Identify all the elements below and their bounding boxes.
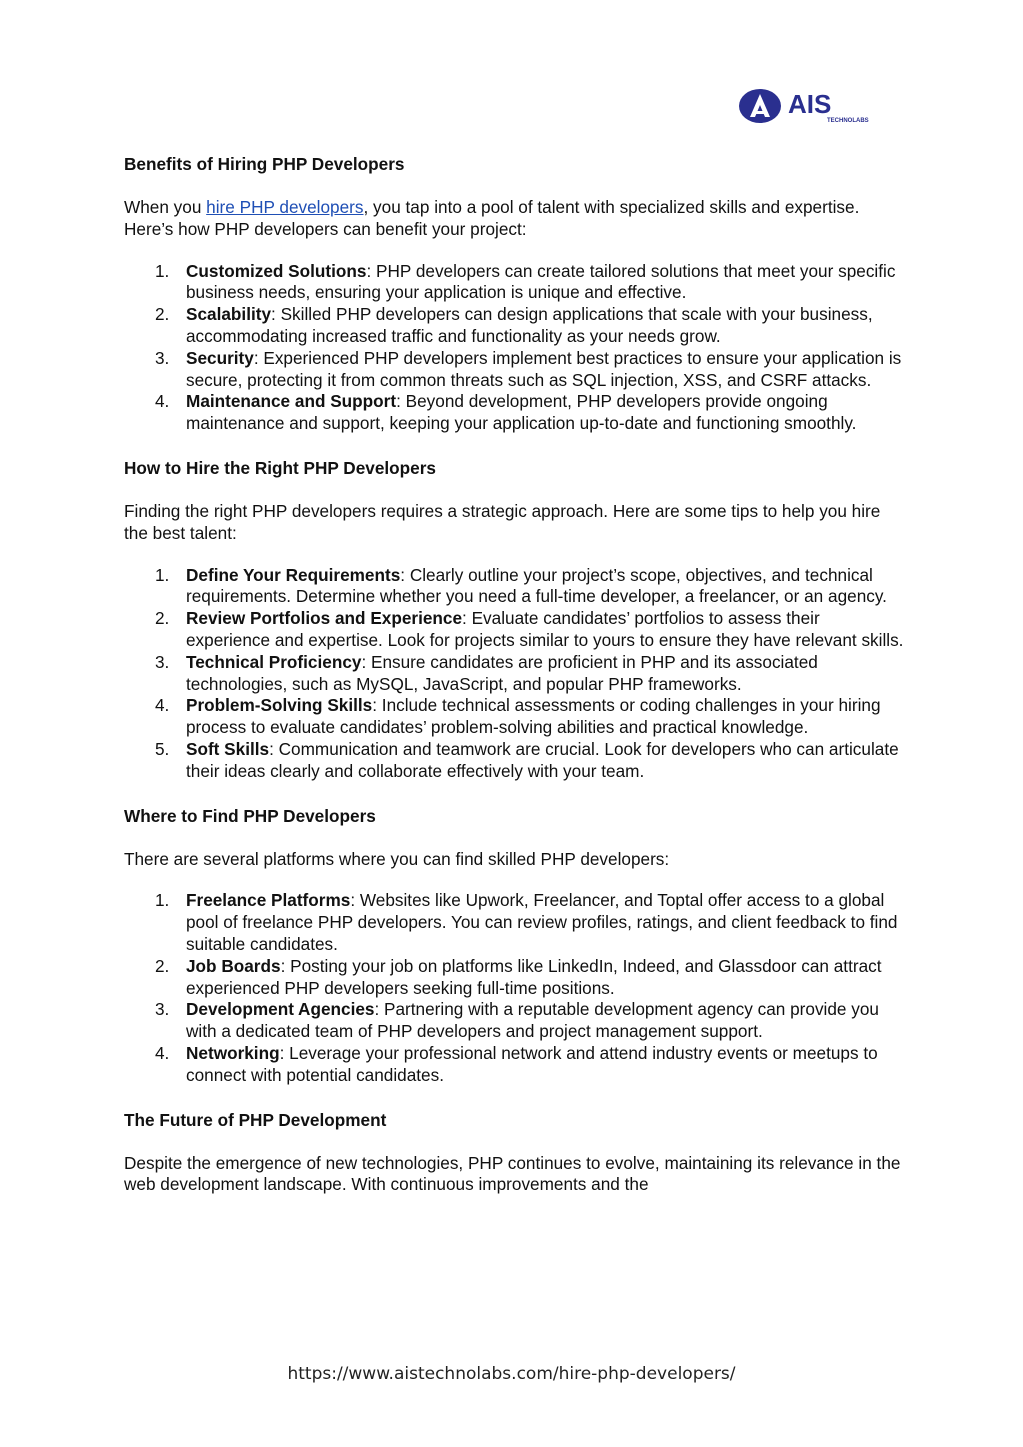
tips-list <box>124 565 904 783</box>
list-item: 2. Job Boards: Posting your job on platforms like LinkedIn, Indeed, and Glassdoor can attract experienced PHP developers seeking full-time positions. <box>155 955 882 998</box>
company-logo <box>738 86 898 126</box>
list-item: 1. Define Your Requirements: Clearly outline your project’s scope, objectives, and technical requirements. Determine whether you need a full-time developer, a freelancer, or an agency. <box>155 564 887 607</box>
document-body <box>124 151 904 1196</box>
future-intro: Despite the emergence of new technologies, PHP continues to evolve, maintaining its relevance in the web development landscape. With continuous improvements and the <box>124 1152 901 1195</box>
list-item: 3. Development Agencies: Partnering with a reputable development agency can provide you with a dedicated team of PHP developers and project management support. <box>155 999 879 1042</box>
list-item: 2. Scalability: Skilled PHP developers can design applications that scale with your business, accommodating increased traffic and functionality as your needs grow. <box>155 304 873 346</box>
platforms-list <box>124 890 904 1086</box>
benefits-intro: When you hire PHP developers, you tap into a pool of talent with specialized skills and expertise. Here’s how PHP developers can benefit your project: <box>124 197 860 239</box>
list-item: 5. Soft Skills: Communication and teamwork are crucial. Look for developers who can articulate their ideas clearly and collaborate effectively with your team. <box>155 738 899 781</box>
heading-how-to-hire: How to Hire the Right PHP Developers <box>124 457 436 478</box>
heading-where-to-find: Where to Find PHP Developers <box>124 805 376 826</box>
list-item: 3. Technical Proficiency: Ensure candidates are proficient in PHP and its associated technologies, such as MySQL, JavaScript, and popular PHP frameworks. <box>155 651 818 694</box>
how-to-hire-intro: Finding the right PHP developers requires a strategic approach. Here are some tips to help you hire the best talent: <box>124 500 881 543</box>
list-item: 4. Maintenance and Support: Beyond development, PHP developers provide ongoing maintenance and support, keeping your application up-to-date and functioning smoothly. <box>155 391 857 434</box>
list-item: 4. Problem-Solving Skills: Include technical assessments or coding challenges in your hiring process to evaluate candidates’ problem-solving abilities and practical knowledge. <box>155 695 881 738</box>
footer-url[interactable]: https://www.aistechnolabs.com/hire-php-developers/ <box>287 1364 736 1384</box>
heading-future: The Future of PHP Development <box>124 1109 387 1130</box>
logo-text: AIS <box>788 89 832 119</box>
benefits-list <box>124 261 904 435</box>
hire-php-developers-link[interactable]: hire PHP developers <box>206 197 364 217</box>
ais-logo-icon <box>738 86 898 126</box>
heading-benefits: Benefits of Hiring PHP Developers <box>124 154 405 174</box>
list-item: 2. Review Portfolios and Experience: Evaluate candidates’ portfolios to assess their experience and expertise. Look for projects similar to yours to ensure they have relevant skills. <box>155 608 904 650</box>
list-item: 4. Networking: Leverage your professional network and attend industry events or meetups to connect with potential candidates. <box>155 1042 878 1085</box>
list-item: 1. Freelance Platforms: Websites like Upwork, Freelancer, and Toptal offer access to a global pool of freelance PHP developers. You can review profiles, ratings, and client feedback to find suitable candidates. <box>155 890 898 954</box>
where-to-find-intro: There are several platforms where you can find skilled PHP developers: <box>124 848 670 869</box>
logo-subtext: TECHNOLABS <box>827 118 869 124</box>
list-item: 1. Customized Solutions: PHP developers can create tailored solutions that meet your specific business needs, ensuring your application is unique and effective. <box>155 260 896 303</box>
list-item: 3. Security: Experienced PHP developers implement best practices to ensure your application is secure, protecting it from common threats such as SQL injection, XSS, and CSRF attacks. <box>155 347 902 390</box>
